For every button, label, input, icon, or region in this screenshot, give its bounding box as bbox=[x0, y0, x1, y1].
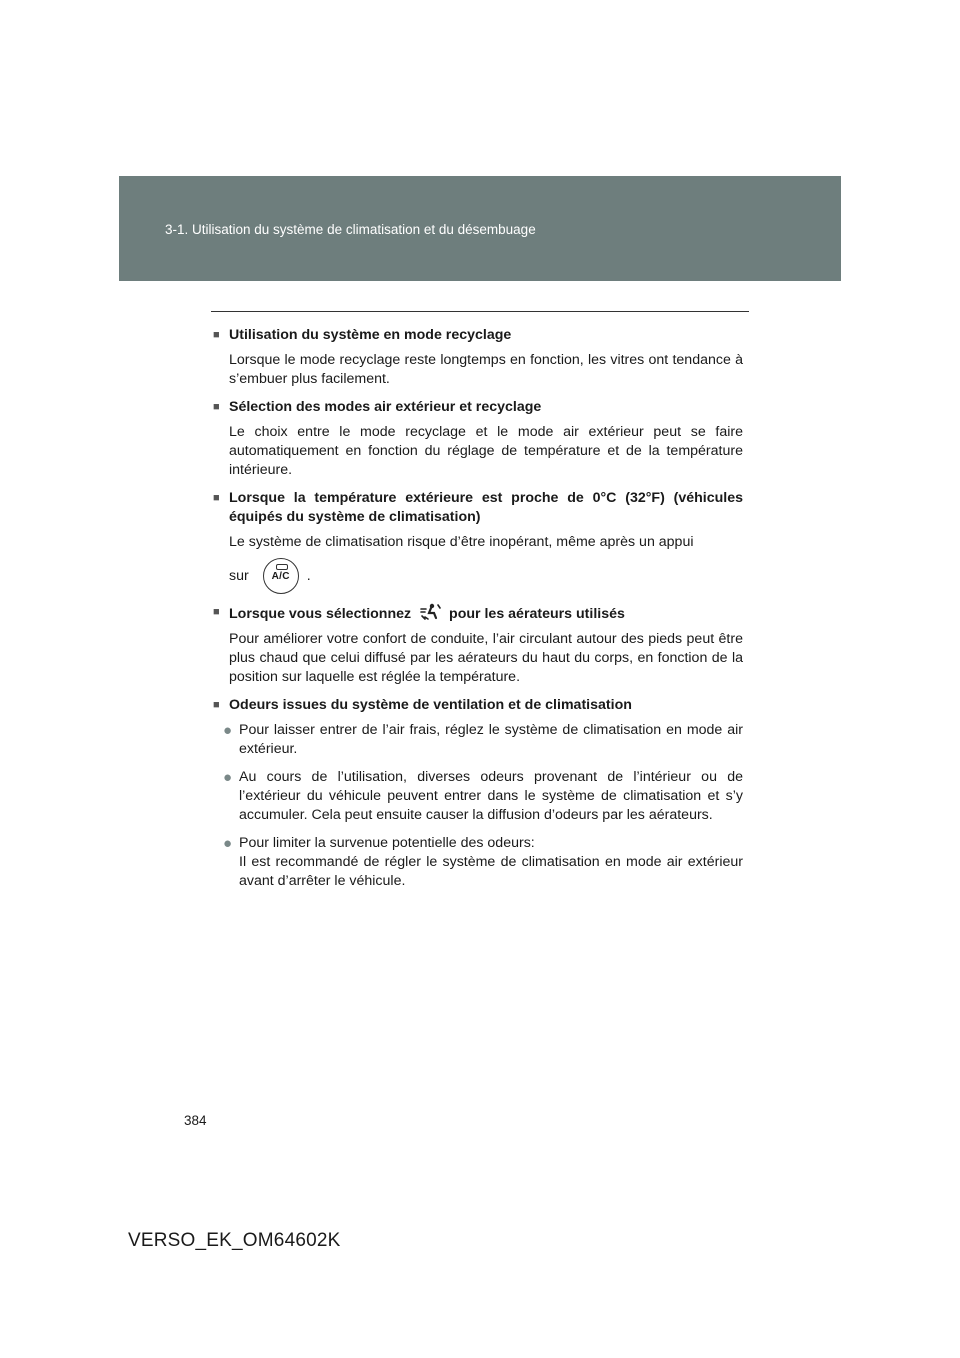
section-body: Le système de climatisation risque d’être inopérant, même après un appui bbox=[229, 534, 694, 550]
round-bullet-icon: ● bbox=[223, 769, 233, 786]
list-item: ● Pour laisser entrer de l’air frais, réglez le système de climatisation en mode air extérieur. bbox=[223, 722, 743, 757]
section-title: 3-1. Utilisation du système de climatisation et du désembuage bbox=[165, 222, 536, 237]
section-mode-selection bbox=[213, 398, 743, 480]
square-bullet-icon: ■ bbox=[213, 699, 220, 711]
section-heading: Sélection des modes air extérieur et recyclage bbox=[229, 399, 542, 415]
ac-prefix-text: sur bbox=[229, 567, 249, 584]
section-body: Le choix entre le mode recyclage et le mode air extérieur peut se faire automatiquement en fonction du réglage de température et de la température intérieure. bbox=[229, 424, 743, 478]
section-heading: Odeurs issues du système de ventilation et de climatisation bbox=[229, 697, 632, 713]
section-vent-selection bbox=[213, 603, 743, 687]
square-bullet-icon: ■ bbox=[213, 401, 220, 413]
face-and-feet-vent-icon bbox=[419, 603, 441, 621]
list-item: ● Au cours de l’utilisation, diverses odeurs provenant de l’intérieur ou de l’extérieur du véhicule peuvent entrer dans le système de climatisation et s’y accumuler. Cela peut ensuite causer la diffusion d’odeurs par les aérateurs. bbox=[223, 769, 743, 823]
ac-button-label: A/C bbox=[271, 570, 290, 582]
square-bullet-icon: ■ bbox=[213, 492, 220, 504]
page-number: 384 bbox=[184, 1113, 207, 1128]
ac-instruction-line bbox=[229, 558, 743, 594]
section-odors bbox=[213, 696, 743, 891]
page-content bbox=[213, 326, 743, 900]
divider-rule bbox=[211, 311, 749, 312]
section-heading: Utilisation du système en mode recyclage bbox=[229, 327, 512, 343]
heading-before-icon: Lorsque vous sélectionnez bbox=[229, 606, 412, 622]
heading-after-icon: pour les aérateurs utilisés bbox=[449, 606, 625, 622]
section-low-temperature bbox=[213, 489, 743, 594]
ac-suffix-text: . bbox=[306, 567, 311, 584]
round-bullet-icon: ● bbox=[223, 835, 233, 852]
bullet-line: Pour limiter la survenue potentielle des odeurs: bbox=[239, 835, 535, 851]
square-bullet-icon: ■ bbox=[213, 606, 220, 618]
round-bullet-icon: ● bbox=[223, 722, 233, 739]
document-code: VERSO_EK_OM64602K bbox=[128, 1230, 341, 1251]
section-heading: Lorsque la température extérieure est proche de 0°C (32°F) (véhicules équipés du système de climatisation) bbox=[229, 490, 743, 525]
square-bullet-icon: ■ bbox=[213, 329, 220, 341]
section-body: Pour améliorer votre confort de conduite, l’air circulant autour des pieds peut être plus chaud que celui diffusé par les aérateurs du haut du corps, en fonction de la position sur laquelle est réglée la température. bbox=[229, 631, 743, 685]
section-body: Lorsque le mode recyclage reste longtemps en fonction, les vitres ont tendance à s’embuer plus facilement. bbox=[229, 352, 743, 387]
bullet-line: Il est recommandé de régler le système de climatisation en mode air extérieur avant d’arrêter le véhicule. bbox=[239, 854, 743, 889]
list-item bbox=[223, 834, 743, 891]
section-recycle-mode bbox=[213, 326, 743, 389]
indicator-led-icon bbox=[276, 564, 288, 570]
header-band bbox=[119, 176, 841, 281]
ac-button-icon bbox=[263, 558, 299, 594]
